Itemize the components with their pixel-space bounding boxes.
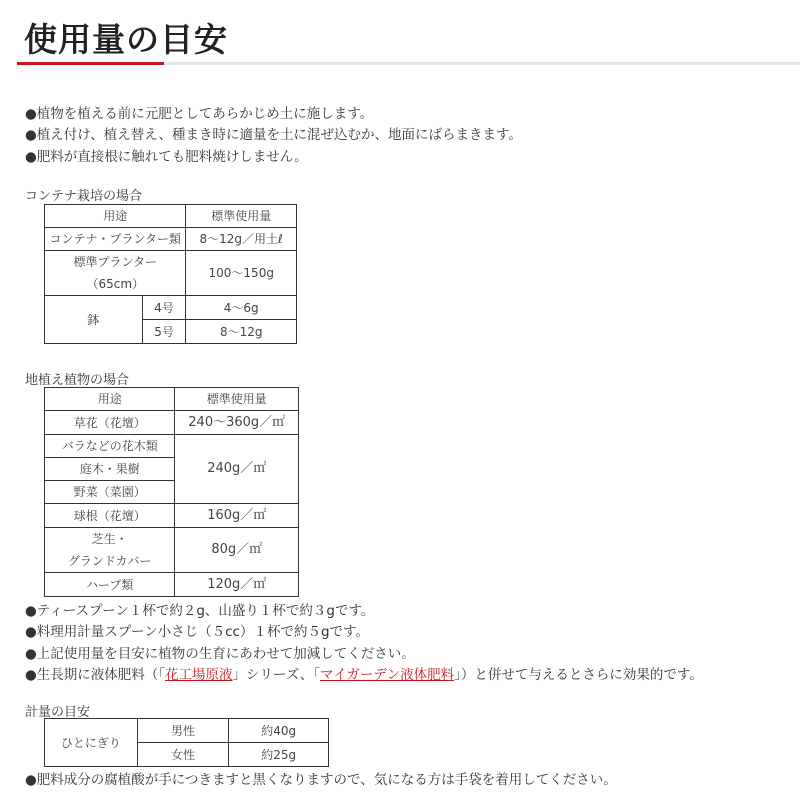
- ground-caption: 地植え植物の場合: [25, 373, 130, 388]
- header-amount: 標準使用量: [175, 388, 299, 411]
- table-cell: 鉢: [45, 296, 143, 344]
- table-cell: ハーブ類: [45, 573, 175, 597]
- link-hanakojo-genneki[interactable]: 花工場原液: [165, 667, 233, 683]
- table-cell: 80g／㎡: [175, 528, 299, 573]
- table-cell: 女性: [137, 743, 229, 767]
- table-cell: 160g／㎡: [175, 504, 299, 528]
- table-cell: 8～12g／用土ℓ: [186, 228, 297, 251]
- table-cell: 庭木・果樹: [45, 458, 175, 481]
- note-text: 」）と併せて与えるとさらに効果的です。: [454, 667, 703, 683]
- table-cell: 240～360g／㎡: [175, 411, 299, 435]
- note-text: 」シリーズ、「: [232, 667, 321, 683]
- table-cell: 100～150g: [186, 251, 297, 296]
- container-table: [44, 204, 297, 344]
- measure-table: [44, 718, 329, 767]
- cell-line: 芝生・: [91, 532, 128, 546]
- header-use: 用途: [45, 388, 175, 411]
- table-cell: コンテナ・プランター類: [45, 228, 186, 251]
- intro-line: ●植え付け、植え替え、種まき時に適量を土に混ぜ込むか、地面にばらまきます。: [25, 127, 522, 143]
- note-line: ●料理用計量スプーン小さじ（５cc）１杯で約５gです。: [25, 624, 369, 640]
- intro-line: ●植物を植える前に元肥としてあらかじめ土に施します。: [25, 106, 374, 122]
- header-amount: 標準使用量: [186, 205, 297, 228]
- cell-line: 標準プランター: [73, 255, 157, 269]
- final-note: ●肥料成分の腐植酸が手につきますと黒くなりますので、気になる方は手袋を着用してください。: [25, 772, 617, 788]
- intro-line: ●肥料が直接根に触れても肥料焼けしません。: [25, 149, 308, 165]
- title-accent-bar: [17, 62, 164, 65]
- header-use: 用途: [45, 205, 186, 228]
- table-cell: 240g／㎡: [175, 435, 299, 504]
- table-cell: 球根（花壇）: [45, 504, 175, 528]
- table-cell: 8～12g: [186, 320, 297, 344]
- table-cell: 5号: [142, 320, 186, 344]
- note-line: ●上記使用量を目安に植物の生育にあわせて加減してください。: [25, 646, 415, 662]
- table-cell: 草花（花壇）: [45, 411, 175, 435]
- cell-line: （65cm）: [86, 277, 145, 291]
- table-cell: バラなどの花木類: [45, 435, 175, 458]
- ground-table: [44, 387, 299, 597]
- page-title: 使用量の目安: [24, 20, 228, 59]
- note-line: [25, 663, 703, 683]
- measure-caption: 計量の目安: [25, 705, 91, 720]
- note-line: ●ティースプーン１杯で約２g、山盛り１杯で約３gです。: [25, 603, 375, 619]
- container-caption: コンテナ栽培の場合: [25, 189, 143, 204]
- table-cell: [45, 528, 175, 573]
- note-text: ●生長期に液体肥料（「: [25, 667, 166, 683]
- table-cell: 約40g: [229, 719, 329, 743]
- table-cell: [45, 251, 186, 296]
- table-cell: 120g／㎡: [175, 573, 299, 597]
- table-cell: ひとにぎり: [45, 719, 138, 767]
- table-cell: 4号: [142, 296, 186, 320]
- link-mygarden-liquid-fertilizer[interactable]: マイガーデン液体肥料: [320, 667, 455, 683]
- table-cell: 野菜（菜園）: [45, 481, 175, 504]
- table-cell: 約25g: [229, 743, 329, 767]
- table-cell: 4～6g: [186, 296, 297, 320]
- table-cell: 男性: [137, 719, 229, 743]
- cell-line: グランドカバー: [67, 554, 152, 568]
